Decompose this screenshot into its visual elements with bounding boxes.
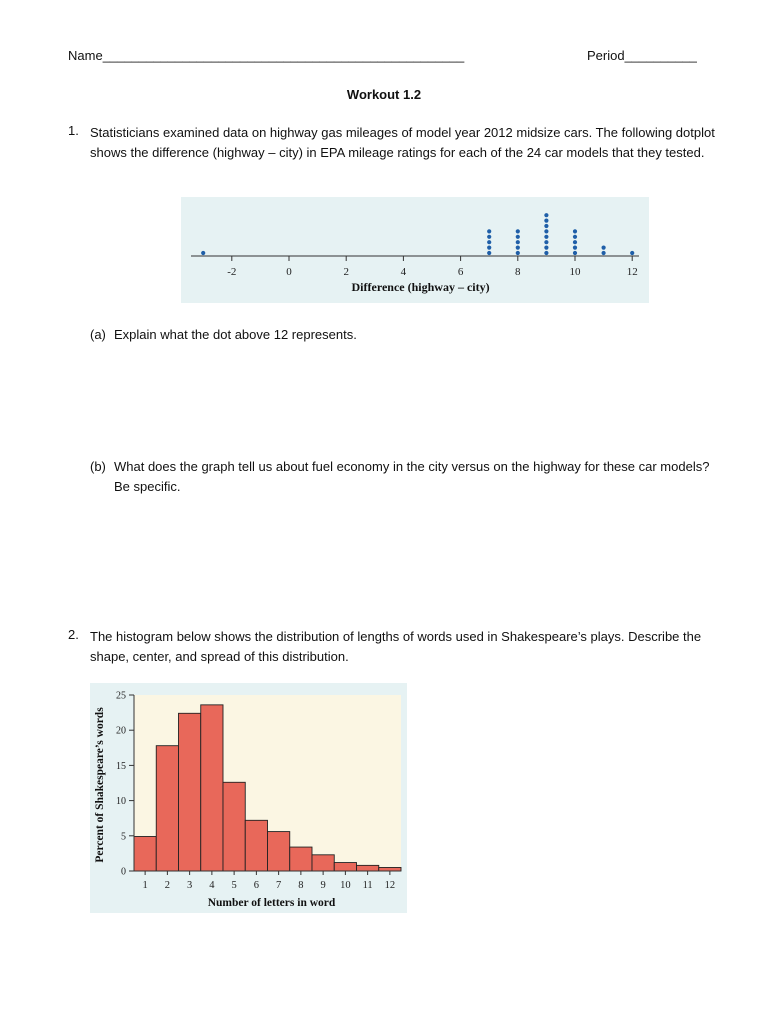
dotplot-dot: [516, 229, 520, 233]
dotplot-tick-label: 12: [626, 266, 638, 278]
dotplot-dot: [487, 251, 491, 255]
histogram-x-tick-label: 1: [142, 880, 148, 891]
histogram-bar: [379, 867, 401, 871]
dotplot-x-axis-label: Difference (highway – city): [351, 280, 490, 294]
histogram-bar: [179, 713, 201, 871]
question-1b-text: What does the graph tell us about fuel economy in the city versus on the highway for these car models? Be specific.: [114, 459, 710, 494]
period-field[interactable]: [587, 48, 717, 63]
question-1a: [90, 325, 710, 345]
dotplot-tick-label: 2: [343, 266, 349, 278]
dotplot-dot: [516, 246, 520, 250]
dotplot-dot: [544, 229, 548, 233]
dotplot-tick-label: 0: [286, 266, 292, 278]
histogram-bar: [134, 837, 156, 871]
histogram-x-tick-label: 4: [209, 880, 215, 891]
histogram-bar: [312, 855, 334, 871]
dotplot-dot: [516, 235, 520, 239]
question-1a-label: (a): [90, 327, 106, 342]
dotplot-dot: [544, 224, 548, 228]
question-2-number: 2.: [68, 627, 79, 642]
question-1a-text: Explain what the dot above 12 represents.: [114, 327, 357, 342]
dotplot-tick-label: 10: [569, 266, 581, 278]
dotplot-figure: [181, 197, 649, 303]
dotplot-dot: [573, 240, 577, 244]
question-1-number: 1.: [68, 123, 79, 138]
histogram-bar: [290, 847, 312, 871]
question-1-text: Statisticians examined data on highway gas mileages of model year 2012 midsize cars. The following dotplot shows the difference (highway – city) in EPA mileage ratings for each of the 24 car models that they tested.: [90, 125, 715, 160]
dotplot-dot: [544, 213, 548, 217]
dotplot-dot: [487, 235, 491, 239]
question-2-text: The histogram below shows the distribution of lengths of words used in Shakespeare’s plays. Describe the shape, center, and spread of this distribution.: [90, 629, 702, 664]
dotplot-dot: [630, 251, 634, 255]
dotplot-dot: [544, 251, 548, 255]
dotplot-dot: [487, 246, 491, 250]
histogram-x-tick-label: 10: [340, 880, 351, 891]
dotplot-tick-label: 6: [457, 266, 464, 278]
page-title: Workout 1.2: [346, 87, 422, 102]
histogram-x-tick-label: 9: [320, 880, 326, 891]
histogram-bar: [357, 865, 379, 871]
dotplot-dot: [573, 251, 577, 255]
histogram-x-axis-label: Number of letters in word: [207, 897, 336, 909]
histogram-x-tick-label: 6: [253, 880, 259, 891]
dotplot-dot: [602, 246, 606, 250]
histogram-x-tick-label: 11: [362, 880, 373, 891]
dotplot-dot: [544, 219, 548, 223]
dotplot-dot: [602, 251, 606, 255]
histogram-bar: [268, 832, 290, 871]
name-label: Name: [68, 48, 103, 63]
period-label: Period: [587, 48, 625, 63]
histogram-bar: [334, 863, 356, 871]
histogram-x-tick-label: 12: [384, 880, 396, 891]
dotplot-dot: [573, 235, 577, 239]
histogram-chart: [90, 683, 407, 913]
histogram-x-tick-label: 7: [276, 880, 282, 891]
dotplot-dot: [544, 240, 548, 244]
histogram-y-tick-label: 0: [121, 866, 126, 878]
histogram-y-tick-label: 15: [116, 760, 126, 772]
name-field[interactable]: [68, 48, 508, 63]
dotplot-dot: [487, 240, 491, 244]
histogram-x-tick-label: 2: [164, 880, 170, 891]
dotplot-dot: [487, 229, 491, 233]
histogram-y-tick-label: 25: [116, 690, 126, 702]
question-1b-label: (b): [90, 459, 106, 474]
dotplot-dot: [573, 229, 577, 233]
dotplot-tick-label: 4: [400, 266, 407, 278]
histogram-bar: [201, 705, 223, 871]
histogram-x-tick-label: 3: [187, 880, 193, 891]
histogram-x-tick-label: 5: [231, 880, 237, 891]
name-blank[interactable]: __________________________________________________: [102, 48, 465, 63]
histogram-y-axis-label: Percent of Shakespeare’s words: [94, 707, 106, 863]
dotplot-dot: [516, 251, 520, 255]
histogram-figure: [90, 683, 407, 913]
dotplot-dot: [516, 240, 520, 244]
dotplot-tick-label: 8: [515, 266, 521, 278]
histogram-y-tick-label: 10: [116, 796, 126, 808]
histogram-bar: [245, 820, 267, 871]
dotplot-dot: [201, 251, 205, 255]
question-1b: [90, 457, 710, 496]
histogram-bar: [156, 746, 178, 871]
histogram-x-tick-label: 8: [298, 880, 304, 891]
dotplot-chart: [181, 197, 649, 303]
histogram-y-tick-label: 20: [116, 725, 126, 737]
dotplot-tick-label: -2: [227, 266, 237, 278]
dotplot-dot: [544, 246, 548, 250]
period-blank[interactable]: __________: [624, 48, 697, 63]
dotplot-dot: [573, 246, 577, 250]
dotplot-dot: [544, 235, 548, 239]
histogram-bar: [223, 782, 245, 871]
histogram-y-tick-label: 5: [121, 831, 126, 843]
